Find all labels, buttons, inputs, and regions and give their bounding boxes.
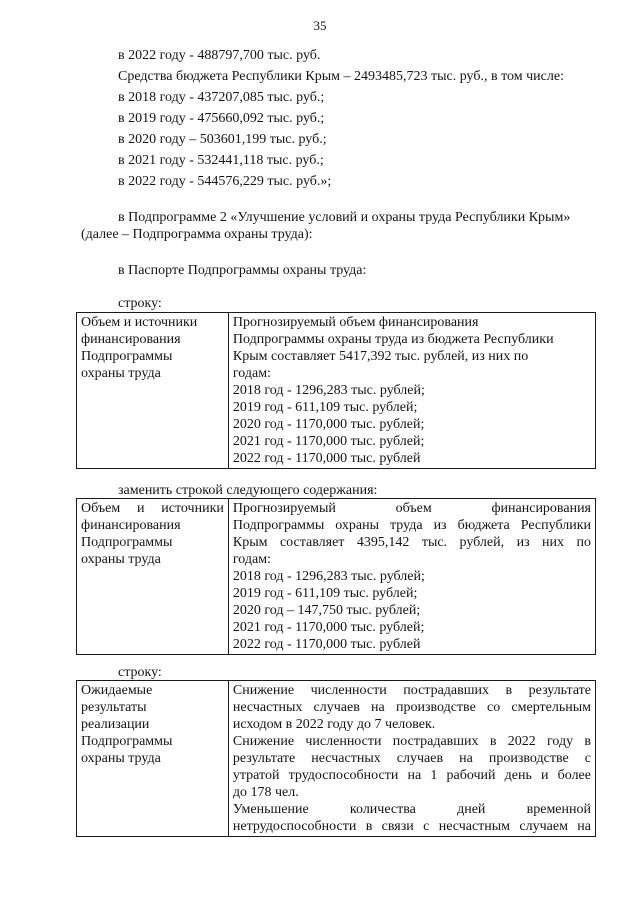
result1-line: Снижение численности пострадавших в результате (232, 683, 591, 698)
subprogram-title-line: в Подпрограмме 2 «Улучшение условий и охраны труда Республики Крым» (118, 210, 571, 225)
table2-left-cell (77, 499, 229, 655)
result1-line: несчастных случаев на производстве со смертельным (232, 700, 591, 715)
table1-text-line: годам: (232, 366, 271, 381)
table3-left-cell (77, 681, 229, 837)
financing-table-new (76, 498, 596, 655)
table1-year-line: 2019 год - 611,109 тыс. рублей; (232, 400, 418, 415)
table1-text-line: Крым составляет 5417,392 тыс. рублей, из них по (232, 349, 529, 364)
table2-year-line: 2018 год - 1296,283 тыс. рублей; (232, 569, 425, 584)
result2-line: утратой трудоспособности на 1 рабочий день и более (232, 768, 591, 783)
table2-text-line: годам: (232, 552, 271, 567)
table2-text-line: Крым составляет 4395,142 тыс. рублей, из них по (232, 535, 591, 550)
table3-left-line: результаты (81, 700, 147, 715)
result2-line: Снижение численности пострадавших в 2022 году в (232, 734, 591, 749)
result2-line: до 178 чел. (232, 785, 299, 800)
table1-left-cell (77, 313, 229, 469)
table1-year-line: 2022 год - 1170,000 тыс. рублей (232, 451, 421, 466)
budget-line-2020: в 2020 году – 503601,199 тыс. руб.; (118, 132, 327, 147)
table1-right-cell (228, 313, 595, 469)
table2-right-cell (228, 499, 595, 655)
table3-left-line: Ожидаемые (81, 683, 153, 698)
table3-right-cell (228, 681, 595, 837)
budget-line-2022b: в 2022 году - 544576,229 тыс. руб.»; (118, 174, 332, 189)
budget-line-2021: в 2021 году - 532441,118 тыс. руб.; (118, 153, 324, 168)
passport-line: в Паспорте Подпрограммы охраны труда: (118, 263, 367, 278)
table1-left-line: охраны труда (81, 366, 161, 381)
replace-label: заменить строкой следующего содержания: (118, 483, 378, 498)
table1-left-line: Подпрограммы (81, 349, 173, 364)
table2-left-line: охраны труда (81, 552, 161, 567)
table3-left-line: охраны труда (81, 751, 161, 766)
result3-line: Уменьшение количества дней временной (232, 802, 591, 817)
row-label-2: строку: (118, 665, 162, 680)
subprogram-abbrev-line: (далее – Подпрограмма охраны труда): (81, 227, 313, 242)
budget-total-line: Средства бюджета Республики Крым – 2493485,723 тыс. руб., в том числе: (118, 69, 564, 84)
result2-line: результате несчастных случаев на производстве с (232, 751, 591, 766)
table2-left-line: Подпрограммы (81, 535, 173, 550)
financing-table-old (76, 312, 596, 469)
table2-text-line: Прогнозируемый объем финансирования (232, 501, 591, 516)
budget-line-2018: в 2018 году - 437207,085 тыс. руб.; (118, 90, 325, 105)
table2-left-line: Объем и источники (81, 501, 224, 516)
result1-line: исходом в 2022 году до 7 человек. (232, 717, 436, 732)
table2-year-line: 2022 год - 1170,000 тыс. рублей (232, 637, 421, 652)
page-number: 35 (313, 18, 327, 33)
table1-left-line: финансирования (81, 332, 181, 347)
table1-text-line: Подпрограммы охраны труда из бюджета Республики (232, 332, 554, 347)
table2-year-line: 2019 год - 611,109 тыс. рублей; (232, 586, 418, 601)
table3-left-line: реализации (81, 717, 150, 732)
table1-left-line: Объем и источники (81, 315, 198, 330)
budget-line-2019: в 2019 году - 475660,092 тыс. руб.; (118, 111, 325, 126)
table1-year-line: 2020 год - 1170,000 тыс. рублей; (232, 417, 425, 432)
table1-text-line: Прогнозируемый объем финансирования (232, 315, 479, 330)
table1-year-line: 2018 год - 1296,283 тыс. рублей; (232, 383, 425, 398)
table2-text-line: Подпрограммы охраны труда из бюджета Республики (232, 518, 591, 533)
row-label-1: строку: (118, 296, 162, 311)
table2-left-line: финансирования (81, 518, 181, 533)
table2-year-line: 2021 год - 1170,000 тыс. рублей; (232, 620, 425, 635)
table1-year-line: 2021 год - 1170,000 тыс. рублей; (232, 434, 425, 449)
result3-line: нетрудоспособности в связи с несчастным случаем на (232, 819, 591, 834)
table3-left-line: Подпрограммы (81, 734, 173, 749)
budget-line-2022: в 2022 году - 488797,700 тыс. руб. (118, 48, 321, 63)
table2-year-line: 2020 год – 147,750 тыс. рублей; (232, 603, 421, 618)
expected-results-table (76, 680, 596, 837)
